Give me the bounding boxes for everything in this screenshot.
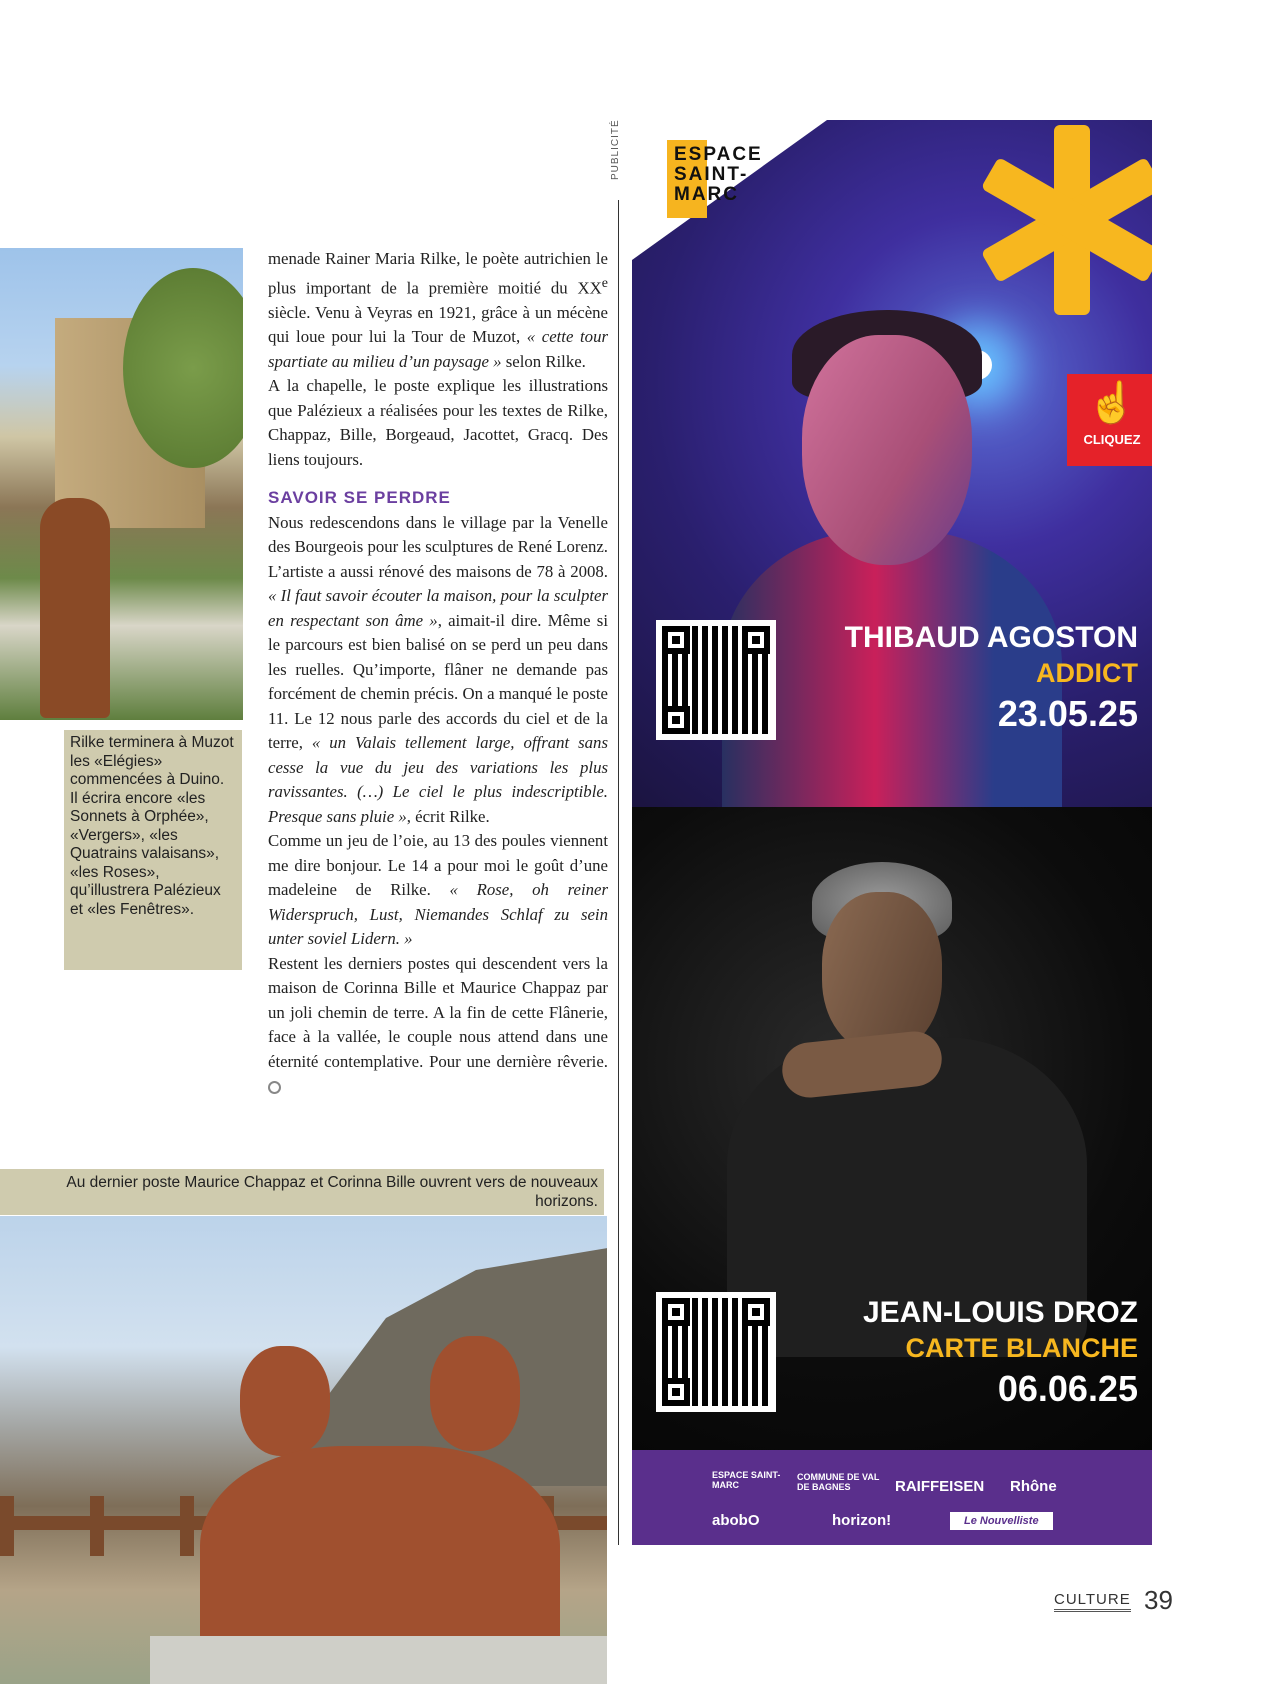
artist-2-date: 06.06.25: [997, 1368, 1138, 1409]
end-mark-icon: [268, 1081, 281, 1094]
paragraph-3: Nous redescendons dans le village par la Venelle des Bourgeois pour les sculptures de René Lorenz. L’artiste a aussi rénové des maisons de 78 à 2008. « Il faut savoir écouter la maison, pour la sculpter en respectant son âme », aimait-il dire. Même si le parcours est bien balisé on se perd un peu dans les ruelles. Qu’importe, flâner ne demande pas forcément de chemin précis. On a manqué le poste 11. Le 12 nous parle des accords du ciel et de la terre, « un Valais tellement large, offrant sans cesse la vue du jeu des variations les plus ravissantes. (…) Le ciel le plus indescriptible. Presque sans pluie », écrit Rilke.: [268, 512, 608, 826]
sponsor-raiffeisen: RAIFFEISEN: [895, 1478, 985, 1495]
lorenz-quote: « Il faut savoir écouter la maison, pour la sculpter en respectant son âme »: [268, 586, 608, 630]
stone-base: [150, 1636, 607, 1684]
artist-2-name: JEAN-LOUIS DROZ: [862, 1296, 1138, 1329]
advertisement[interactable]: [632, 120, 1152, 1545]
photo-caption-2: Au dernier poste Maurice Chappaz et Corinna Bille ouvrent vers de nouveaux horizons.: [0, 1169, 604, 1215]
qr-code-1[interactable]: [656, 620, 776, 740]
artist-2-info: [863, 1295, 1138, 1413]
sculpture-head-left: [240, 1346, 330, 1456]
ad-panel-jean-louis: [632, 807, 1152, 1450]
ad-label: PUBLICITÉ: [610, 119, 621, 180]
chappaz-bille-sculpture-photo: [0, 1216, 607, 1684]
ad-panel-thibaud: [632, 120, 1152, 807]
rilke-quote: « cette tour spartiate au milieu d’un paysage »: [268, 327, 608, 371]
jean-louis-portrait: [822, 892, 942, 1052]
artist-1-show: ADDICT: [1036, 658, 1138, 688]
paragraph-5: Restent les derniers postes qui descendent vers la maison de Corinna Bille et Maurice Chappaz par un joli chemin de terre. A la fin de cette Flânerie, face à la vallée, le couple nous attend dans une éternité contemplative. Pour une dernière rêverie.: [268, 952, 608, 1099]
artist-1-date: 23.05.25: [997, 693, 1138, 734]
artist-1-info: [845, 620, 1138, 738]
sculpture-head-right: [430, 1336, 520, 1451]
sponsor-horizon: horizon!: [832, 1512, 892, 1529]
artist-1-name: THIBAUD AGOSTON: [844, 621, 1138, 654]
paragraph-2: A la chapelle, le poste explique les illustrations que Palézieux a réalisées pour les textes de Rilke, Chappaz, Bille, Borgeaud, Jacottet, Gracq. Des liens toujours.: [268, 376, 608, 469]
muzot-tower-photo: [0, 248, 243, 720]
sponsor-espace-saint-marc: ESPACE SAINT-MARC: [712, 1470, 781, 1490]
paragraph-1: menade Rainer Maria Rilke, le poète autrichien le plus important de la première moitié du XXe siècle. Venu à Veyras en 1921, grâce à un mécène qui loue pour lui la Tour de Muzot, « cette tour spartiate au milieu d’un paysage » selon Rilke.: [268, 249, 608, 371]
sculpture-silhouette: [40, 498, 110, 718]
article-column: [268, 247, 608, 1099]
sponsor-commune-val-de-bagnes: COMMUNE DE VAL DE BAGNES: [797, 1472, 880, 1492]
page-number: 39: [1144, 1585, 1173, 1615]
artist-2-show: CARTE BLANCHE: [905, 1333, 1138, 1363]
qr-code-2[interactable]: [656, 1292, 776, 1412]
sponsor-le-nouvelliste: Le Nouvelliste: [950, 1512, 1053, 1530]
paragraph-4: Comme un jeu de l’oie, au 13 des poules viennent me dire bonjour. Le 14 a pour moi le goût d’une madeleine de Rilke. « Rose, oh reiner Widerspruch, Lust, Niemandes Schlaf zu sein unter soviel Lidern. »: [268, 831, 608, 949]
sponsor-rhone: Rhône: [1010, 1478, 1057, 1495]
superscript: e: [601, 275, 608, 291]
espace-saint-marc-logo: ESPACE SAINT- MARC: [674, 144, 763, 205]
sponsor-bar: [632, 1450, 1152, 1545]
ad-divider: [618, 200, 619, 1545]
section-heading: SAVOIR SE PERDRE: [268, 488, 451, 508]
photo-caption-1: Rilke terminera à Muzot les «Elégies» commencées à Duino. Il écrira encore «les Sonnets à Orphée», «Vergers», «les Quatrains valaisans», «les Roses», qu’illustrera Palézieux et «les Fenêtres».: [64, 730, 242, 970]
rilke-quote-2: « un Valais tellement large, offrant sans cesse la vue du jeu des variations les plus ravissantes. (…) Le ciel le plus indescriptible. Presque sans pluie »: [268, 733, 608, 826]
section-name: CULTURE: [1054, 1591, 1131, 1612]
german-quote: « Rose, oh reiner Widerspruch, Lust, Niemandes Schlaf zu sein unter soviel Lidern. »: [268, 880, 608, 949]
click-button[interactable]: ☝ CLIQUEZ: [1067, 374, 1152, 466]
pointer-hand-icon: ☝: [1087, 381, 1137, 425]
sponsor-abobo: abobO: [712, 1512, 760, 1529]
